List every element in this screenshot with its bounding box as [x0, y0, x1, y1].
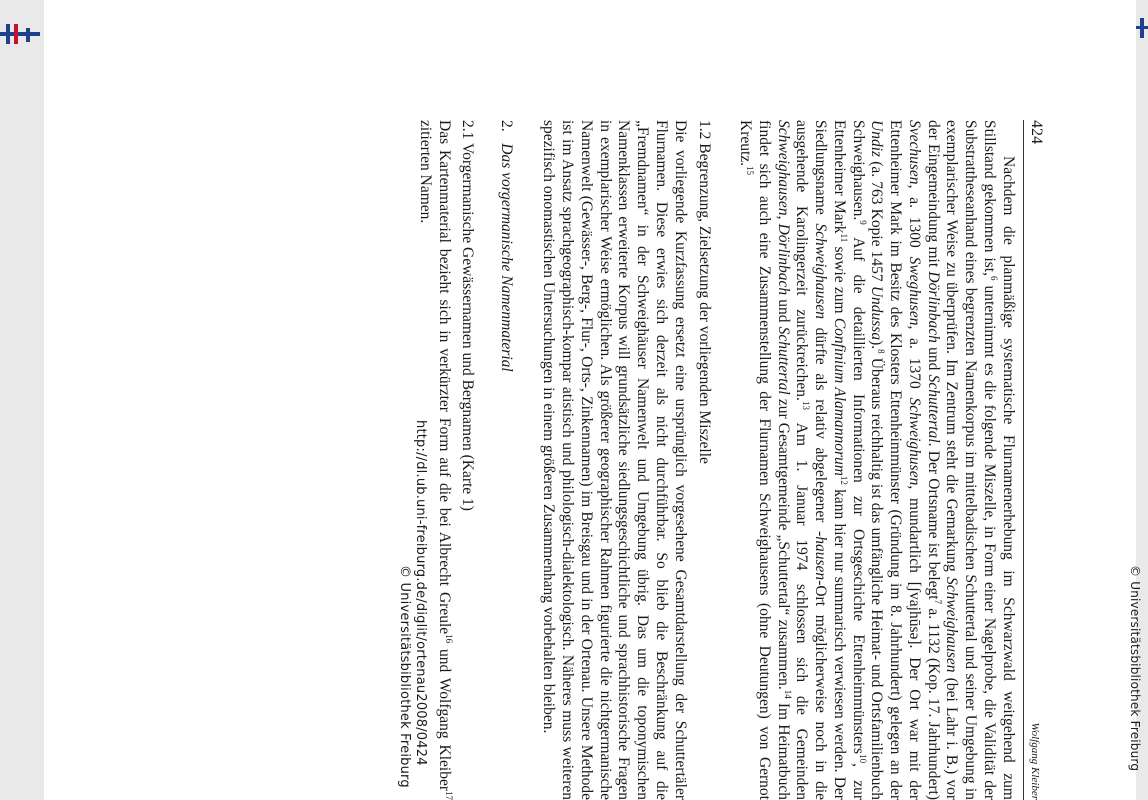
section-heading-2: 2. Das vorgermanische Namenmaterial	[497, 120, 515, 372]
intro-paragraph: Nachdem die planmäßige systematische Flurnamenerhebung im Schwarzwald weitgehend zum Stillstand gekommen ist,$^6$ unternimmt es die folgende Miszelle, in Form einer Nagelprobe, die Validität der Substrattheseanhand eines begrenzten Namenkorpus im mittelbadischen Schuttertal und seiner Umgebung in exemplarischer Weise zu überprüfen. Im Zentrum steht die Gemarkung Schweighausen (bei Lahr i. B.) vor der Eingemeindung mit Dörlinbach und Schuttertal. Der Ortsname ist belegt$^7$ a. 1132 (Kop. 17. Jahrhundert) Svechusen, a. 1300 Sweghusen, a. 1370 Schweighusen, mundartlich [ʃvajhūsə]. Der Ort war mit der Ettenheimer Mark im Besitz des Klosters Ettenheimmünster (Gründung im 8. Jahrhundert) gelegen an der Undiz (a. 763 Kopie 1457 Undussa).$^8$ Überaus reichhaltig ist das umfängliche Heimat- und Ortsfamilienbuch Schweighausen.$^9$ Auf die detaillierten Informationen zur Ortsgeschichte Ettenheimmünsters$^{10}$, zur Ettenheimer Mark$^{11}$ sowie zum Confinium Alamannorum$^{12}$ kann hier nur summarisch verwiesen werden. Der Siedlungsname Schweighausen dürfte als relativ abgelegener -hausen-Ort möglicherweise noch in die ausgehende Karolingerzeit zurückreichen.$^{13}$ Am 1. Januar 1974 schlossen sich die Gemeinden Schweighausen, Dörlinbach und Schuttertal zur Gesamtgemeinde „Schuttertal“ zusammen.$^{14}$ Im Heimatbuch findet sich auch eine Zusammenstellung der Flurnamen Schweighausens (ohne Deutungen) von Gernot Kreutz.$^{15}$	[737, 120, 1017, 800]
copyright-stamp: © Universitätsbibliothek Freiburg	[397, 565, 412, 788]
running-head: Wolfgang Kleiber	[1029, 722, 1041, 800]
library-logo-icon-right	[1136, 18, 1148, 38]
digitization-url-stamp: http://dl.ub.uni-freiburg.de/diglit/ortenau2008/0424	[413, 420, 428, 766]
section-heading-1-2: 1.2 Begrenzung, Zielsetzung der vorliegenden Miszelle	[696, 120, 714, 464]
page-header	[1023, 120, 1046, 800]
viewer-left-margin	[0, 0, 44, 800]
section-body-1-2: Die vorliegende Kurzfassung ersetzt eine ursprünglich vorgesehene Gesamtdarstellung der Schuttertäler Flurnamen. Diese erwies sich derzeit als nicht durchführbar. So blieb die Beschränkung auf die „Fremdnamen“ in der Schweighäuser Namenwelt und Umgebung übrig. Das um die toponymischen Namenklassen erweiterte Korpus will grundsätzliche siedlungsgeschichtliche und sprachhistorische Fragen in exemplarischer Weise ermöglichen. Als größerer geographischer Rahmen figurierte die nichtgermanische Namenwelt (Gewässer-, Berg-, Flur-, Orts-, Zinkennamen) im Breisgau und in der Ortenau. Unsere Methode ist im Ansatz sprachgeographisch-kompar atistisch und philologisch-dialektologisch. Näheres muss weiteren spezifisch onomastischen Untersuchungen in einem größeren Zusammenhang vorbehalten bleiben.	[540, 120, 689, 800]
page-number: 424	[1028, 120, 1045, 144]
scanned-page	[286, 120, 1046, 800]
library-logo-icon	[0, 22, 40, 46]
copyright-stamp-right: © Universitätsbibliothek Freiburg	[1128, 565, 1142, 772]
section-body-2-1: Das Kartenmaterial bezieht sich in verkürzter Form auf die bei Albrecht Greule$^{16}$ und Wolfgang Kleiber$^{17}$ zitierten Namen.	[417, 120, 455, 800]
section-heading-2-1: 2.1 Vorgermanische Gewässernamen und Bergnamen (Karte 1)	[458, 120, 476, 511]
